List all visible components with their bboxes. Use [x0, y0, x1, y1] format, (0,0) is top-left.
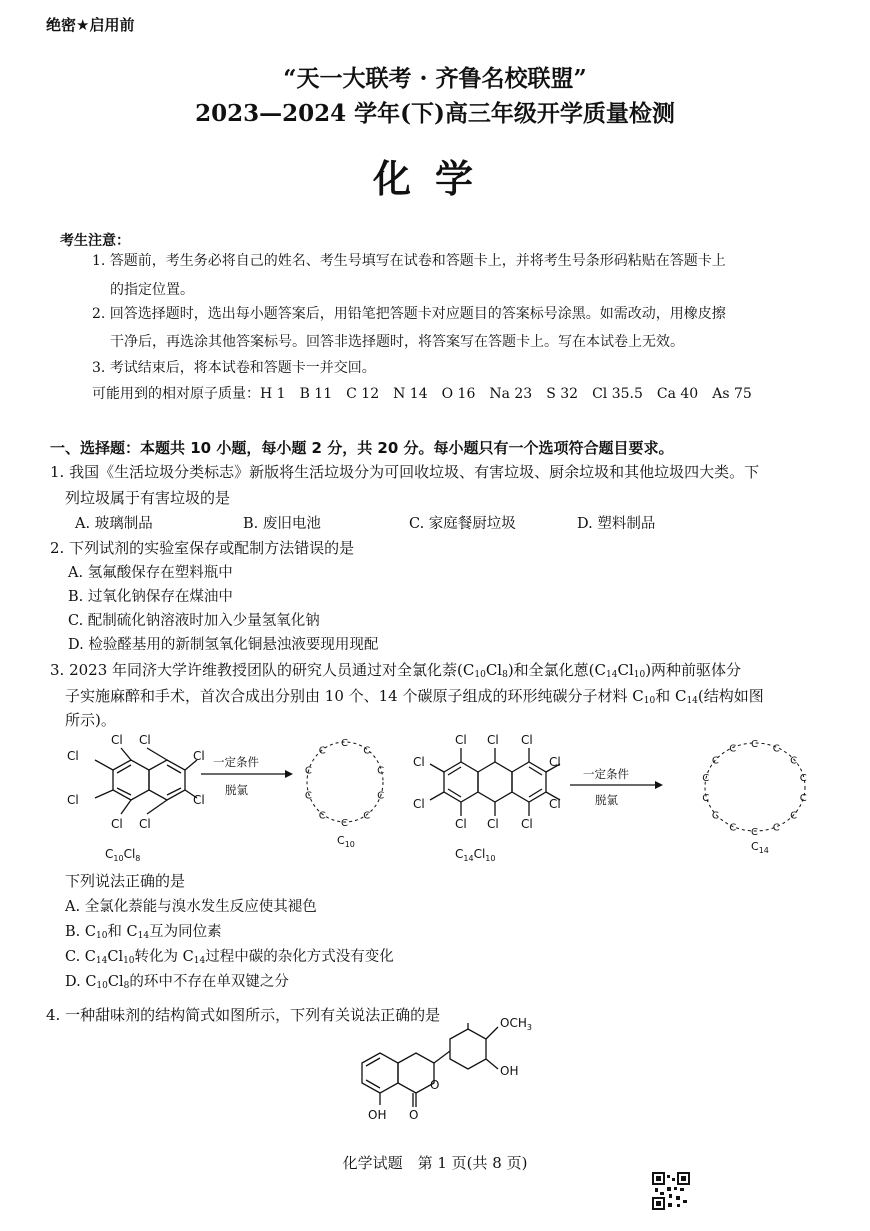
- q3-stem-line2: 子实施麻醉和手术，首次合成出分别由 10 个、14 个碳原子组成的环形纯碳分子材料 $C_{10}$和 $C_{14}$(结构如图: [65, 687, 764, 706]
- cl-label: Cl: [455, 817, 467, 831]
- ring-carbon-atom: C: [304, 790, 312, 802]
- q1-option-c: C. 家庭餐厨垃圾: [409, 516, 516, 532]
- ring-carbon-atom: C: [729, 822, 737, 834]
- ring-carbon-atom: C: [702, 792, 710, 804]
- q2-option-c: C. 配制硫化钠溶液时加入少量氢氧化钠: [68, 613, 320, 629]
- exam-alliance-title: “天一大联考 · 齐鲁名校联盟”: [283, 65, 587, 92]
- confidential-mark: 绝密★启用前: [46, 16, 135, 34]
- notice-heading: 考生注意：: [60, 233, 130, 249]
- arrow1-condition: 一定条件: [213, 755, 259, 769]
- ring-carbon-atom: C: [318, 745, 326, 757]
- exam-title: 2023—2024 学年(下)高三年级开学质量检测: [195, 100, 675, 127]
- q1-stem: 1. 我国《生活垃圾分类标志》新版将生活垃圾分为可回收垃圾、有害垃圾、厨余垃圾和其他垃圾四大类。下: [50, 463, 760, 481]
- q1-stem-cont: 列垃圾属于有害垃圾的是: [65, 489, 231, 507]
- ring-oxygen-label: O: [430, 1078, 440, 1092]
- sweetener-structure: [352, 1015, 552, 1130]
- cl-label: Cl: [139, 733, 151, 747]
- ring-carbon-atom: C: [377, 765, 385, 777]
- q2-stem: 2. 下列试剂的实验室保存或配制方法错误的是: [50, 539, 355, 557]
- notice-item-2: 2. 回答选择题时，选出每小题答案后，用铅笔把答题卡对应题目的答案标号涂黑。如需改动，用橡皮擦: [92, 306, 726, 322]
- notice-item-1-cont: 的指定位置。: [110, 282, 194, 298]
- q1-option-a: A. 玻璃制品: [75, 516, 153, 532]
- atomic-masses: 可能用到的相对原子质量：H 1 B 11 C 12 N 14 O 16 Na 23 S 32 Cl 35.5 Ca 40 As 75: [92, 386, 752, 402]
- cl-label: Cl: [487, 733, 499, 747]
- perchloroanthracene-structure: [430, 748, 560, 816]
- oh-label: OH: [500, 1064, 519, 1078]
- q3-stem-line3: 所示)。: [65, 711, 116, 729]
- cl-label: Cl: [549, 797, 561, 811]
- q3-structures-figure: [55, 732, 835, 867]
- cl-label: Cl: [67, 749, 79, 763]
- ring-carbon-atom: C: [363, 810, 371, 822]
- c14-label: $C_{14}$: [751, 840, 769, 855]
- ring-carbon-atom: C: [341, 818, 348, 829]
- cl-label: Cl: [413, 797, 425, 811]
- q3-option-d: D. $C_{10}Cl_8$的环中不存在单双键之分: [65, 974, 289, 991]
- q3-question: 下列说法正确的是: [65, 872, 186, 890]
- c14-ring-structure: [702, 739, 806, 838]
- cl-label: Cl: [549, 755, 561, 769]
- perchloronaphthalene-structure: [95, 748, 197, 814]
- cl-label: Cl: [487, 817, 499, 831]
- ring-carbon-atom: C: [304, 765, 312, 777]
- carbonyl-oxygen-label: O: [409, 1108, 419, 1122]
- qr-code: [652, 1172, 690, 1210]
- ring-carbon-atom: C: [363, 745, 371, 757]
- subject-title: 化学: [372, 157, 497, 201]
- cl-label: Cl: [111, 733, 123, 747]
- section-heading: 一、选择题：本题共 10 小题，每小题 2 分，共 20 分。每小题只有一个选项符合题目要求。: [50, 439, 674, 457]
- q3-option-b: B. $C_{10}$和 $C_{14}$互为同位素: [65, 924, 222, 941]
- q1-option-b: B. 废旧电池: [243, 516, 321, 532]
- ring-carbon-atom: C: [799, 792, 807, 804]
- q2-option-b: B. 过氧化钠保存在煤油中: [68, 589, 233, 605]
- cl-label: Cl: [111, 817, 123, 831]
- ring-carbon-atom: C: [772, 822, 780, 834]
- cl-label: Cl: [521, 733, 533, 747]
- q1-option-d: D. 塑料制品: [577, 516, 656, 532]
- arrow2-dechlorination: 脱氯: [595, 793, 618, 807]
- ring-carbon-atom: C: [799, 773, 807, 785]
- ring-carbon-atom: C: [341, 738, 348, 749]
- cl-label: Cl: [67, 793, 79, 807]
- cl-label: Cl: [193, 793, 205, 807]
- q3-option-c: C. $C_{14}Cl_{10}$转化为 $C_{14}$过程中碳的杂化方式没有变化: [65, 949, 394, 966]
- arrow2-condition: 一定条件: [583, 767, 629, 781]
- och3-label: $OCH_3$: [500, 1016, 532, 1032]
- q3-stem-line1: 3. 2023 年同济大学许维教授团队的研究人员通过对全氯化萘$(C_{10}Cl_8)$和全氯化蒽$(C_{14}Cl_{10})$两种前驱体分: [50, 661, 742, 680]
- c10-label: $C_{10}$: [337, 834, 355, 849]
- ring-carbon-atom: C: [377, 790, 385, 802]
- ring-carbon-atom: C: [729, 743, 737, 755]
- arrow1-dechlorination: 脱氯: [225, 783, 248, 797]
- cl-label: Cl: [193, 749, 205, 763]
- notice-item-3: 3. 考试结束后，将本试卷和答题卡一并交回。: [92, 360, 376, 376]
- cl-label: Cl: [521, 817, 533, 831]
- notice-item-2-cont: 干净后，再选涂其他答案标号。回答非选择题时，将答案写在答题卡上。写在本试卷上无效。: [110, 334, 684, 350]
- ring-carbon-atom: C: [711, 755, 719, 767]
- q2-option-d: D. 检验醛基用的新制氢氧化铜悬浊液要现用现配: [68, 637, 379, 653]
- page-footer: 化学试题 第 1 页(共 8 页): [342, 1154, 528, 1172]
- q4-stem: 4. 一种甜味剂的结构简式如图所示，下列有关说法正确的是: [46, 1006, 441, 1024]
- ring-carbon-atom: C: [790, 755, 798, 767]
- ring-carbon-atom: C: [702, 773, 710, 785]
- notice-item-1: 1. 答题前，考生务必将自己的姓名、考生号填写在试卷和答题卡上，并将考生号条形码粘贴在答题卡上: [92, 253, 726, 269]
- oh-label: OH: [368, 1108, 387, 1122]
- cl-label: Cl: [413, 755, 425, 769]
- cl-label: Cl: [455, 733, 467, 747]
- c10-ring-structure: [305, 738, 384, 829]
- q2-option-a: A. 氢氟酸保存在塑料瓶中: [68, 565, 233, 581]
- q3-option-a: A. 全氯化萘能与溴水发生反应使其褪色: [65, 899, 317, 915]
- ring-carbon-atom: C: [790, 810, 798, 822]
- ring-carbon-atom: C: [751, 827, 758, 838]
- c10cl8-label: $C_{10}Cl_8$: [105, 847, 141, 863]
- ring-carbon-atom: C: [751, 739, 758, 750]
- ring-carbon-atom: C: [772, 743, 780, 755]
- ring-carbon-atom: C: [711, 810, 719, 822]
- ring-carbon-atom: C: [318, 810, 326, 822]
- c14cl10-label: $C_{14}Cl_{10}$: [455, 847, 496, 863]
- cl-label: Cl: [139, 817, 151, 831]
